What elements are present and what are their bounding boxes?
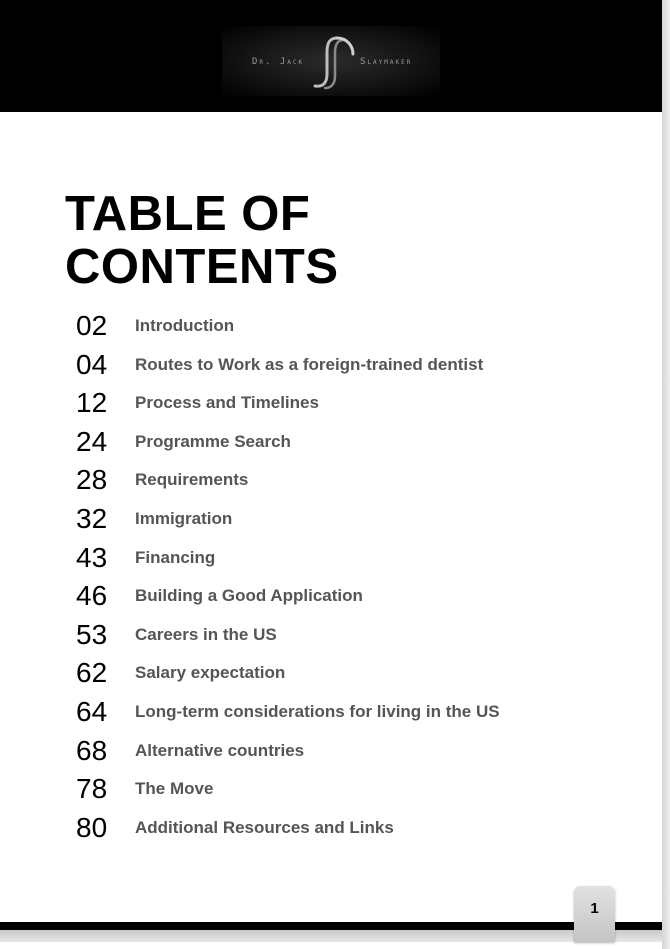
toc-title: Process and Timelines	[135, 393, 319, 413]
toc-entry[interactable]	[0, 654, 662, 692]
page-number: 1	[590, 900, 599, 917]
toc-entry[interactable]	[0, 500, 662, 538]
toc-entry[interactable]	[0, 346, 662, 384]
toc-entry[interactable]	[0, 732, 662, 770]
toc-title: Programme Search	[135, 431, 291, 451]
toc-page-number: 02	[76, 310, 108, 341]
toc-entry[interactable]	[0, 770, 662, 808]
toc-entry[interactable]	[0, 616, 662, 654]
toc-entry[interactable]	[0, 307, 662, 345]
toc-entry[interactable]	[0, 577, 662, 615]
toc-page-number: 28	[76, 464, 108, 496]
page-number-tab	[574, 886, 615, 942]
toc-title: Immigration	[135, 509, 233, 528]
logo-text-left: Dr. Jack	[252, 57, 305, 67]
toc-entry[interactable]	[0, 693, 662, 731]
logo-text-right: Slaymaker	[360, 57, 413, 67]
toc-title: The Move	[135, 779, 214, 799]
toc-entry[interactable]	[0, 539, 662, 577]
toc-page-number: 53	[76, 618, 108, 650]
toc-page-number: 80	[76, 811, 108, 843]
toc-page-number: 04	[76, 348, 108, 380]
page-title	[65, 188, 339, 294]
toc-title: Routes to Work as a foreign-trained dentist	[135, 354, 484, 374]
toc-title: Salary expectation	[135, 663, 286, 683]
toc-page-number: 24	[76, 425, 108, 457]
title-line-2: CONTENTS	[65, 240, 339, 294]
toc-title: Alternative countries	[135, 740, 305, 760]
toc-page-number: 64	[76, 696, 108, 727]
toc-page-number: 78	[76, 773, 108, 805]
toc-title: Additional Resources and Links	[135, 817, 394, 837]
toc-entry[interactable]	[0, 384, 662, 422]
toc-title: Building a Good Application	[135, 586, 363, 606]
toc-page-number: 12	[76, 387, 108, 419]
toc-title: Long-term considerations for living in the US	[135, 702, 500, 721]
page-edge-shadow	[662, 0, 670, 949]
toc-title: Requirements	[135, 470, 249, 490]
footer-bar	[0, 922, 662, 930]
toc-title: Introduction	[135, 316, 235, 335]
toc-entry[interactable]	[0, 423, 662, 461]
toc-entry[interactable]	[0, 809, 662, 847]
toc-page-number: 68	[76, 734, 108, 766]
header-banner	[0, 0, 662, 112]
toc-title: Financing	[135, 547, 216, 567]
toc-page-number: 46	[76, 580, 108, 612]
js-monogram-logo	[307, 34, 357, 92]
title-line-1: TABLE OF	[65, 187, 311, 241]
toc-page-number: 32	[76, 503, 108, 534]
toc-title: Careers in the US	[135, 624, 277, 644]
toc-page-number: 62	[76, 657, 108, 689]
toc-page-number: 43	[76, 541, 108, 573]
footer-shadow	[0, 930, 662, 942]
toc-entry[interactable]	[0, 461, 662, 499]
